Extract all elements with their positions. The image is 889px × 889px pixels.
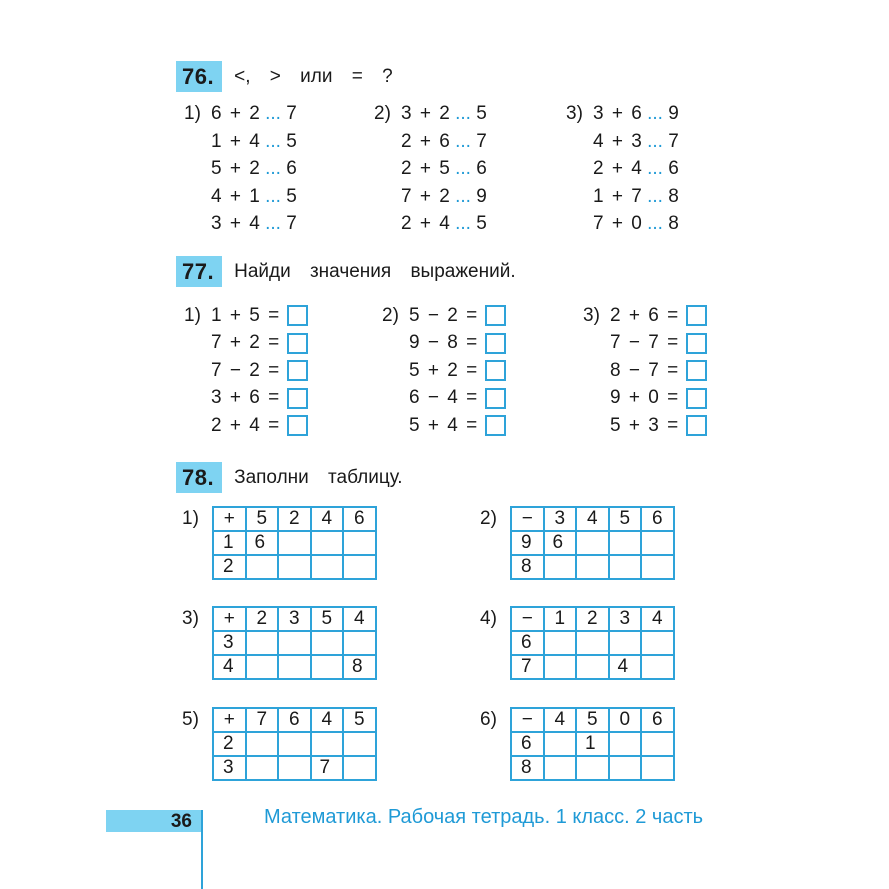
compare-value: 5 bbox=[286, 130, 297, 152]
fill-table bbox=[510, 606, 675, 680]
table-cell[interactable] bbox=[343, 631, 376, 655]
margin-line bbox=[201, 810, 203, 889]
expression: 4 + 3 bbox=[593, 130, 642, 152]
table-cell[interactable] bbox=[311, 655, 344, 679]
comparison-dots: ... bbox=[455, 185, 471, 207]
compare-value: 7 bbox=[476, 130, 487, 152]
answer-box[interactable] bbox=[287, 333, 308, 354]
answer-box[interactable] bbox=[686, 360, 707, 381]
table-cell: 6 bbox=[641, 507, 674, 531]
compare-value: 5 bbox=[476, 103, 487, 124]
table-cell[interactable] bbox=[246, 555, 279, 579]
expression: 2 + 4 bbox=[401, 213, 450, 234]
expression: 5 + 3 = bbox=[610, 414, 679, 436]
table-row bbox=[213, 756, 376, 780]
table-cell[interactable] bbox=[278, 631, 311, 655]
comparison-row bbox=[184, 183, 297, 211]
comparison-dots: ... bbox=[265, 213, 281, 234]
comparison-row bbox=[566, 183, 679, 211]
comparison-dots: ... bbox=[647, 185, 663, 207]
page-number: 36 bbox=[170, 811, 192, 832]
expression: 9 + 0 = bbox=[610, 387, 679, 409]
table-cell[interactable]: 6 bbox=[246, 531, 279, 555]
compare-value: 8 bbox=[668, 213, 679, 234]
table-cell: 4 bbox=[544, 708, 577, 732]
table-cell: 6 bbox=[641, 708, 674, 732]
comparison-row bbox=[566, 100, 679, 128]
task-78-table-6 bbox=[480, 707, 675, 781]
table-row bbox=[213, 732, 376, 756]
table-cell: 3 bbox=[278, 607, 311, 631]
fill-table bbox=[212, 606, 377, 680]
table-cell[interactable] bbox=[609, 631, 642, 655]
table-cell: 1 bbox=[544, 607, 577, 631]
task-77-column-2 bbox=[382, 302, 506, 440]
table-cell: 5 bbox=[576, 708, 609, 732]
task-instruction: Найди значения выражений. bbox=[234, 260, 516, 282]
table-cell[interactable] bbox=[576, 631, 609, 655]
expression: 9 − 8 = bbox=[409, 332, 478, 354]
expression: 5 + 4 = bbox=[409, 414, 478, 436]
expression: 7 + 2 = bbox=[211, 332, 280, 354]
expression: 2 + 5 bbox=[401, 158, 450, 179]
table-label: 1) bbox=[182, 508, 199, 529]
expression: 6 − 4 = bbox=[409, 387, 478, 409]
table-cell: 5 bbox=[311, 607, 344, 631]
item-label: 1) bbox=[184, 304, 201, 326]
table-cell[interactable] bbox=[246, 732, 279, 756]
operation-cell: + bbox=[213, 607, 246, 631]
answer-box[interactable] bbox=[287, 360, 308, 381]
expression: 7 + 0 bbox=[593, 213, 642, 234]
table-cell: 3 bbox=[213, 631, 246, 655]
comparison-dots: ... bbox=[647, 158, 663, 179]
table-row bbox=[213, 655, 376, 679]
task-76-column-1 bbox=[184, 100, 297, 238]
compare-value: 5 bbox=[476, 213, 487, 234]
answer-box[interactable] bbox=[287, 388, 308, 409]
fill-table bbox=[212, 506, 377, 580]
expression: 3 + 2 bbox=[401, 103, 450, 124]
table-cell[interactable] bbox=[278, 655, 311, 679]
table-row bbox=[213, 531, 376, 555]
answer-box[interactable] bbox=[485, 333, 506, 354]
comparison-row bbox=[184, 210, 297, 238]
table-cell: 4 bbox=[576, 507, 609, 531]
table-cell: 3 bbox=[544, 507, 577, 531]
table-cell: 1 bbox=[213, 531, 246, 555]
expression-row bbox=[382, 330, 506, 358]
expression: 7 + 2 bbox=[401, 185, 450, 207]
table-cell[interactable] bbox=[641, 756, 674, 780]
table-cell[interactable] bbox=[311, 531, 344, 555]
operation-cell: − bbox=[511, 708, 544, 732]
expression: 3 + 6 bbox=[593, 103, 642, 124]
table-cell[interactable] bbox=[641, 531, 674, 555]
compare-value: 8 bbox=[668, 185, 679, 207]
table-label: 4) bbox=[480, 608, 497, 629]
table-cell: 4 bbox=[343, 607, 376, 631]
table-cell: 5 bbox=[343, 708, 376, 732]
table-label: 5) bbox=[182, 709, 199, 730]
task-78-table-2 bbox=[480, 506, 675, 580]
table-row bbox=[511, 631, 674, 655]
table-cell: 8 bbox=[511, 555, 544, 579]
table-cell[interactable] bbox=[278, 531, 311, 555]
comparison-row bbox=[566, 155, 679, 183]
table-cell: 7 bbox=[511, 655, 544, 679]
item-label: 1) bbox=[184, 103, 201, 124]
comparison-row bbox=[566, 128, 679, 156]
fill-table bbox=[212, 707, 377, 781]
task-76-column-3 bbox=[566, 100, 679, 238]
expression: 3 + 6 = bbox=[211, 387, 280, 409]
table-cell[interactable] bbox=[343, 756, 376, 780]
comparison-dots: ... bbox=[265, 185, 281, 207]
compare-value: 6 bbox=[476, 158, 487, 179]
table-row bbox=[511, 507, 674, 531]
answer-box[interactable] bbox=[485, 360, 506, 381]
table-cell[interactable] bbox=[343, 531, 376, 555]
table-cell: 0 bbox=[609, 708, 642, 732]
table-cell[interactable] bbox=[609, 756, 642, 780]
expression: 2 + 6 bbox=[401, 130, 450, 152]
table-cell[interactable] bbox=[246, 655, 279, 679]
comparison-dots: ... bbox=[265, 158, 281, 179]
answer-box[interactable] bbox=[287, 305, 308, 326]
answer-box[interactable] bbox=[686, 333, 707, 354]
task-78-table-5 bbox=[182, 707, 377, 781]
compare-value: 5 bbox=[286, 185, 297, 207]
table-cell[interactable] bbox=[311, 732, 344, 756]
table-cell[interactable] bbox=[544, 555, 577, 579]
expression: 1 + 7 bbox=[593, 185, 642, 207]
expression-row bbox=[583, 330, 707, 358]
comparison-row bbox=[374, 155, 487, 183]
table-cell[interactable] bbox=[311, 631, 344, 655]
compare-value: 6 bbox=[286, 158, 297, 179]
item-label: 2) bbox=[382, 304, 399, 326]
table-label: 2) bbox=[480, 508, 497, 529]
task-number: 76. bbox=[176, 61, 222, 92]
compare-value: 9 bbox=[668, 103, 679, 124]
comparison-row bbox=[374, 100, 487, 128]
table-cell[interactable]: 6 bbox=[544, 531, 577, 555]
answer-box[interactable] bbox=[485, 305, 506, 326]
table-row bbox=[511, 531, 674, 555]
table-cell: 5 bbox=[609, 507, 642, 531]
task-78-table-3 bbox=[182, 606, 377, 680]
answer-box[interactable] bbox=[686, 388, 707, 409]
table-row bbox=[511, 655, 674, 679]
comparison-dots: ... bbox=[455, 213, 471, 234]
table-row bbox=[511, 732, 674, 756]
expression: 7 − 2 = bbox=[211, 359, 280, 381]
comparison-row bbox=[184, 128, 297, 156]
table-cell: 7 bbox=[246, 708, 279, 732]
comparison-row bbox=[184, 100, 297, 128]
table-cell: 2 bbox=[213, 732, 246, 756]
task-instruction: <, > или = ? bbox=[234, 65, 393, 87]
expression: 5 + 2 = bbox=[409, 359, 478, 381]
table-cell[interactable] bbox=[641, 631, 674, 655]
table-cell[interactable] bbox=[343, 555, 376, 579]
comparison-dots: ... bbox=[265, 103, 281, 124]
expression-row bbox=[382, 385, 506, 413]
table-cell[interactable] bbox=[544, 655, 577, 679]
item-label: 2) bbox=[374, 103, 391, 124]
answer-box[interactable] bbox=[686, 305, 707, 326]
expression: 8 − 7 = bbox=[610, 359, 679, 381]
table-cell[interactable] bbox=[576, 531, 609, 555]
table-row bbox=[511, 555, 674, 579]
expression-row bbox=[583, 357, 707, 385]
table-cell[interactable] bbox=[544, 756, 577, 780]
table-cell[interactable] bbox=[609, 531, 642, 555]
table-cell[interactable] bbox=[311, 555, 344, 579]
table-cell[interactable] bbox=[544, 631, 577, 655]
comparison-dots: ... bbox=[455, 130, 471, 152]
expression: 6 + 2 bbox=[211, 103, 260, 124]
table-cell: 2 bbox=[278, 507, 311, 531]
item-label: 3) bbox=[583, 304, 600, 326]
table-cell[interactable] bbox=[278, 732, 311, 756]
expression: 2 + 6 = bbox=[610, 304, 679, 326]
table-cell[interactable] bbox=[278, 756, 311, 780]
compare-value: 7 bbox=[668, 130, 679, 152]
operation-cell: − bbox=[511, 607, 544, 631]
expression-row bbox=[583, 412, 707, 440]
expression: 2 + 4 = bbox=[211, 414, 280, 436]
table-cell: 6 bbox=[343, 507, 376, 531]
operation-cell: + bbox=[213, 507, 246, 531]
expression: 3 + 4 bbox=[211, 213, 260, 234]
comparison-row bbox=[374, 128, 487, 156]
comparison-dots: ... bbox=[647, 103, 663, 124]
table-row bbox=[213, 555, 376, 579]
expression: 1 + 4 bbox=[211, 130, 260, 152]
task-number: 77. bbox=[176, 256, 222, 287]
table-cell: 4 bbox=[213, 655, 246, 679]
expression-row bbox=[382, 302, 506, 330]
table-cell: 4 bbox=[641, 607, 674, 631]
table-cell: 4 bbox=[311, 708, 344, 732]
expression-row bbox=[583, 302, 707, 330]
table-row bbox=[213, 708, 376, 732]
task-number: 78. bbox=[176, 462, 222, 493]
table-cell[interactable] bbox=[641, 732, 674, 756]
operation-cell: − bbox=[511, 507, 544, 531]
expression: 5 + 2 bbox=[211, 158, 260, 179]
operation-cell: + bbox=[213, 708, 246, 732]
expression-row bbox=[184, 330, 308, 358]
answer-box[interactable] bbox=[485, 415, 506, 436]
table-row bbox=[213, 631, 376, 655]
table-cell: 4 bbox=[311, 507, 344, 531]
table-cell[interactable] bbox=[278, 555, 311, 579]
table-cell: 5 bbox=[246, 507, 279, 531]
comparison-dots: ... bbox=[647, 213, 663, 234]
table-cell[interactable]: 1 bbox=[576, 732, 609, 756]
task-78-table-4 bbox=[480, 606, 675, 680]
comparison-row bbox=[566, 210, 679, 238]
item-label: 3) bbox=[566, 103, 583, 124]
compare-value: 7 bbox=[286, 103, 297, 124]
table-cell[interactable]: 7 bbox=[311, 756, 344, 780]
expression-row bbox=[184, 412, 308, 440]
task-instruction: Заполни таблицу. bbox=[234, 466, 403, 488]
expression-row bbox=[382, 357, 506, 385]
comparison-row bbox=[374, 210, 487, 238]
table-cell[interactable] bbox=[246, 756, 279, 780]
table-cell[interactable]: 4 bbox=[609, 655, 642, 679]
expression-row bbox=[184, 357, 308, 385]
task-77-header bbox=[176, 256, 516, 287]
answer-box[interactable] bbox=[686, 415, 707, 436]
table-label: 6) bbox=[480, 709, 497, 730]
table-cell[interactable] bbox=[576, 655, 609, 679]
table-cell[interactable] bbox=[576, 555, 609, 579]
comparison-row bbox=[374, 183, 487, 211]
comparison-dots: ... bbox=[455, 158, 471, 179]
task-77-column-1 bbox=[184, 302, 308, 440]
table-cell: 6 bbox=[511, 732, 544, 756]
table-cell: 3 bbox=[213, 756, 246, 780]
table-label: 3) bbox=[182, 608, 199, 629]
table-cell: 6 bbox=[511, 631, 544, 655]
comparison-dots: ... bbox=[455, 103, 471, 124]
comparison-row bbox=[184, 155, 297, 183]
fill-table bbox=[510, 506, 675, 580]
task-78-table-1 bbox=[182, 506, 377, 580]
expression-row bbox=[184, 385, 308, 413]
expression: 2 + 4 bbox=[593, 158, 642, 179]
comparison-dots: ... bbox=[265, 130, 281, 152]
table-row bbox=[511, 607, 674, 631]
table-cell[interactable] bbox=[576, 756, 609, 780]
table-row bbox=[511, 756, 674, 780]
table-cell[interactable] bbox=[343, 732, 376, 756]
comparison-dots: ... bbox=[647, 130, 663, 152]
table-cell[interactable] bbox=[544, 732, 577, 756]
compare-value: 9 bbox=[476, 185, 487, 207]
table-cell[interactable] bbox=[641, 555, 674, 579]
table-cell: 6 bbox=[278, 708, 311, 732]
expression: 1 + 5 = bbox=[211, 304, 280, 326]
table-cell[interactable] bbox=[609, 732, 642, 756]
table-cell: 8 bbox=[511, 756, 544, 780]
task-76-header bbox=[176, 61, 393, 92]
table-row bbox=[213, 507, 376, 531]
task-76-column-2 bbox=[374, 100, 487, 238]
table-cell[interactable] bbox=[609, 555, 642, 579]
table-cell: 2 bbox=[213, 555, 246, 579]
table-row bbox=[213, 607, 376, 631]
expression-row bbox=[184, 302, 308, 330]
book-title: Математика. Рабочая тетрадь. 1 класс. 2 часть bbox=[264, 806, 704, 828]
task-77-column-3 bbox=[583, 302, 707, 440]
expression: 4 + 1 bbox=[211, 185, 260, 207]
expression-row bbox=[382, 412, 506, 440]
answer-box[interactable] bbox=[485, 388, 506, 409]
table-cell: 3 bbox=[609, 607, 642, 631]
expression-row bbox=[583, 385, 707, 413]
compare-value: 6 bbox=[668, 158, 679, 179]
answer-box[interactable] bbox=[287, 415, 308, 436]
task-78-header bbox=[176, 462, 403, 493]
table-cell: 2 bbox=[246, 607, 279, 631]
table-cell[interactable]: 8 bbox=[343, 655, 376, 679]
compare-value: 7 bbox=[286, 213, 297, 234]
table-cell[interactable] bbox=[246, 631, 279, 655]
table-cell: 9 bbox=[511, 531, 544, 555]
fill-table bbox=[510, 707, 675, 781]
table-cell[interactable] bbox=[641, 655, 674, 679]
expression: 5 − 2 = bbox=[409, 304, 478, 326]
expression: 7 − 7 = bbox=[610, 332, 679, 354]
table-cell: 2 bbox=[576, 607, 609, 631]
table-row bbox=[511, 708, 674, 732]
